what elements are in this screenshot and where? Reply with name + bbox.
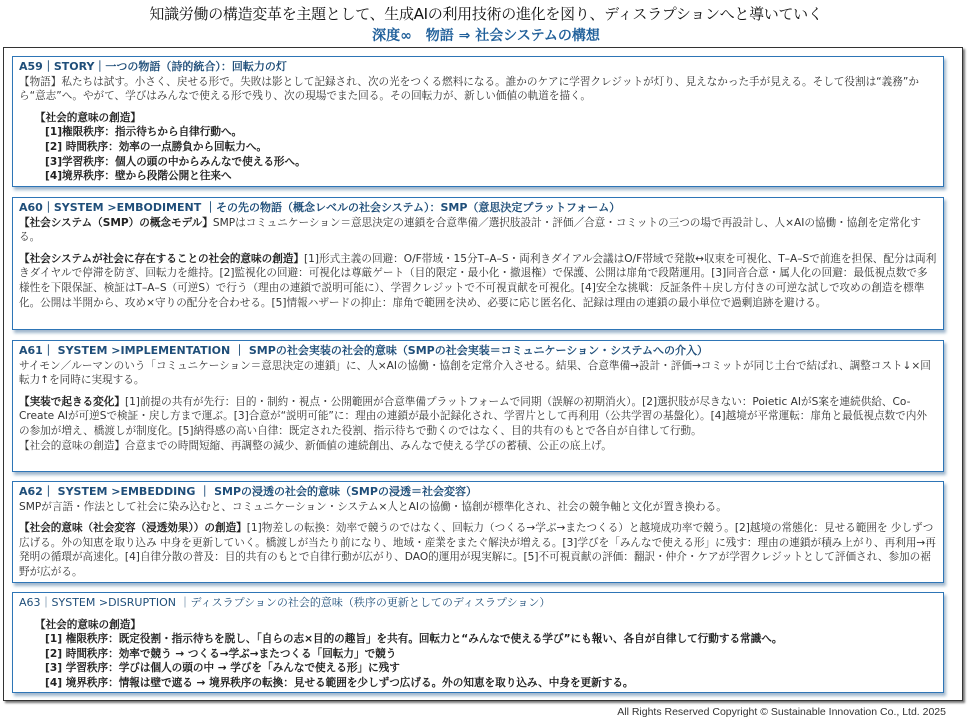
- card-paragraph: 【社会的意味の創造】合意までの時間短縮、再調整の減少、新価値の連続創出、みんなで使える学びの蓄積、公正の底上げ。: [19, 439, 612, 452]
- list-item: [4] 境界秩序：情報は壁で遮る → 境界秩序の転換：見せる範囲を少しずつ広げる。外の知恵を取り込み、中身を更新する。: [45, 676, 634, 689]
- content-frame: [3, 47, 963, 701]
- paragraph-text: [1]物差しの転換：効率で競うのではなく、回転力（つくる→学ぶ→またつくる）と越境成功率で競う。[2]越境の常態化：見せる範囲を 少しずつ広げる。外の知恵を取り込み 中身を更新していく。橋渡しが当たり前になり、地域・産業をまたぐ解決が増える。[3]学びを「みんなで使える形」に残す：理由の連鎖が積み上がり、再利用→再発明の循環が高速化。[4]自律分散の普及：目的共有のもとで自律行動が広がり、DAO的運用が現実解に。[5]不可視貢献の評価：翻訳・仲介・ケアが学習クレジットとして評価され、参加の裾野が広がる。: [19, 522, 936, 578]
- card-paragraph: [19, 252, 937, 310]
- card-a62: [12, 481, 944, 583]
- card-body: 【物語】私たちは試す。小さく、戻せる形で。失敗は影として記録され、次の光をつくる燃料になる。誰かのケアに学習クレジットが灯り、見えなかった手が見える。そして役割は“義務”から“意志”へ。やがて、学びはみんなで使える形で残り、次の現場でまた回る。その回転力が、新しい価値の軌道を描く。: [19, 75, 919, 103]
- card-paragraph: SMPが言語・作法として社会に染み込むと、コミュニケーション・システム×人とAIの協働・協創が標準化され、社会の競争軸と文化が置き換わる。: [19, 500, 727, 513]
- card-paragraph: [19, 521, 937, 579]
- paragraph-label: 【社会システム（SMP）の概念モデル】: [19, 216, 213, 229]
- paragraph-label: 【実装で起きる変化】: [19, 395, 125, 408]
- meaning-list: [35, 618, 937, 691]
- page-title: 知識労働の構造変革を主題として、生成AIの利用技術の進化を図り、ディスラプションへと導いていく: [149, 5, 823, 23]
- card-heading: A61｜ SYSTEM >IMPLEMENTATION ｜ SMPの社会実装の社会的意味（SMPの社会実装＝コミュニケーション・システムへの介入）: [19, 344, 708, 357]
- paragraph-label: 【社会的意味（社会変容（浸透効果））の創造】: [19, 522, 247, 535]
- card-heading: A59｜STORY｜一つの物語（詩的統合）：回転力の灯: [19, 60, 287, 73]
- list-item: [3]学習秩序：個人の頭の中からみんなで使える形へ。: [45, 155, 306, 168]
- list-heading: 【社会的意味の創造】: [35, 111, 141, 124]
- card-heading: A62｜ SYSTEM >EMBEDDING ｜ SMPの浸透の社会的意味（SMPの浸透＝社会変容）: [19, 485, 477, 498]
- list-item: [4]境界秩序：壁から段階公開と往来へ: [45, 170, 232, 183]
- list-item: [2] 時間秩序：効率の一点勝負から回転力へ。: [45, 140, 268, 153]
- copyright-footer: All Rights Reserved Copyright © Sustainable Innovation Co., Ltd. 2025: [617, 706, 946, 718]
- card-paragraph: [19, 395, 937, 439]
- card-a60: [12, 197, 944, 330]
- meaning-list: [35, 111, 937, 184]
- list-item: [1]権限秩序：指示待ちから自律行動へ。: [45, 126, 243, 139]
- list-item: [1] 権限秩序：既定役割・指示待ちを脱し、「自らの志×目的の趣旨」を共有。回転力と“みんなで使える学び”にも報い、各自が自律して行動する常識へ。: [45, 633, 783, 646]
- card-heading: A60｜SYSTEM >EMBODIMENT ｜その先の物語（概念レベルの社会システム）：SMP（意思決定プラットフォーム）: [19, 201, 621, 214]
- page-subtitle: 深度∞ 物語 ⇒ 社会システムの構想: [372, 28, 600, 44]
- paragraph-text: SMPはコミュニケーション＝意思決定の連鎖を合意準備／選択肢設計・評価／合意・コミットの三つの場で再設計し、人×AIの協働・協創を定常化する。: [19, 216, 921, 244]
- list-item: [3] 学習秩序：学びは個人の頭の中 → 学びを「みんなで使える形」に残す: [45, 662, 400, 675]
- card-paragraph: [19, 216, 937, 245]
- card-a61: [12, 340, 944, 472]
- paragraph-text: [1]形式主義の回避：O/F帯域・15分T–A–S・両利きダイアル会議はO/F帯域で発散↔収束を可視化、T–A–Sで前進を担保、配分は両利きダイヤルで停滞を防ぎ、回転力を維持。[2]監視化の回避：可視化は尊厳ゲート（目的限定・最小化・撤退権）で保護、公開は扉角で段階運用。[3]同音合意・属人化の回避：最低視点数で多様性を下限保証、検証はT–A–S（可逆S）で行う（理由の連鎖で説明可能に）、学習クレジットで不可視貢献を可視化。[4]安全な挑戦：反証条件＋戻し方付きの可逆な試しで攻めの創造を標準化。公開は半開から、攻め×守りの配分を合わせる。[5]情報ハザードの抑止：扉角で範囲を決め、必要に応じ匿名化、記録は理由の連鎖の最小単位で過剰追跡を避ける。: [19, 252, 937, 309]
- card-paragraph: サイモン／ルーマンのいう「コミュニケーション＝意思決定の連鎖」に、人×AIの協働・協創を定常介入させる。結果、合意準備→設計・評価→コミットが同じ土台で結ばれ、調整コスト↓×回転力↑を同時に実現する。: [19, 359, 931, 387]
- paragraph-label: 【社会システムが社会に存在することの社会的意味の創造】: [19, 252, 304, 265]
- card-a63: [12, 592, 944, 693]
- list-heading: 【社会的意味の創造】: [35, 618, 141, 631]
- card-a59: [12, 56, 944, 187]
- list-item: [2] 時間秩序：効率で競う → つくる→学ぶ→またつくる「回転力」で競う: [45, 647, 397, 660]
- paragraph-text: [1]前提の共有が先行：目的・制約・視点・公開範囲が合意準備プラットフォームで同期（誤解の初期消火）。[2]選択肢が尽きない：Poietic AIがS案を連続供給、Co-Create AIが可逆Sで検証・戻し方まで運ぶ。[3]合意が“説明可能”に：理由の連鎖が最小記録化され、学習片として再利用（公共学習の基盤化）。[4]越境が平常運転：扉角と最低視点数で内外の参加が増え、橋渡しが制度化。[5]納得感の高い自律：既定された役割、指示待ちで動くのではなく、目的共有のもとで各自が自律して行動。: [19, 395, 927, 437]
- card-heading: A63｜SYSTEM >DISRUPTION ｜ディスラプションの社会的意味（秩序の更新としてのディスラプション）: [19, 596, 551, 609]
